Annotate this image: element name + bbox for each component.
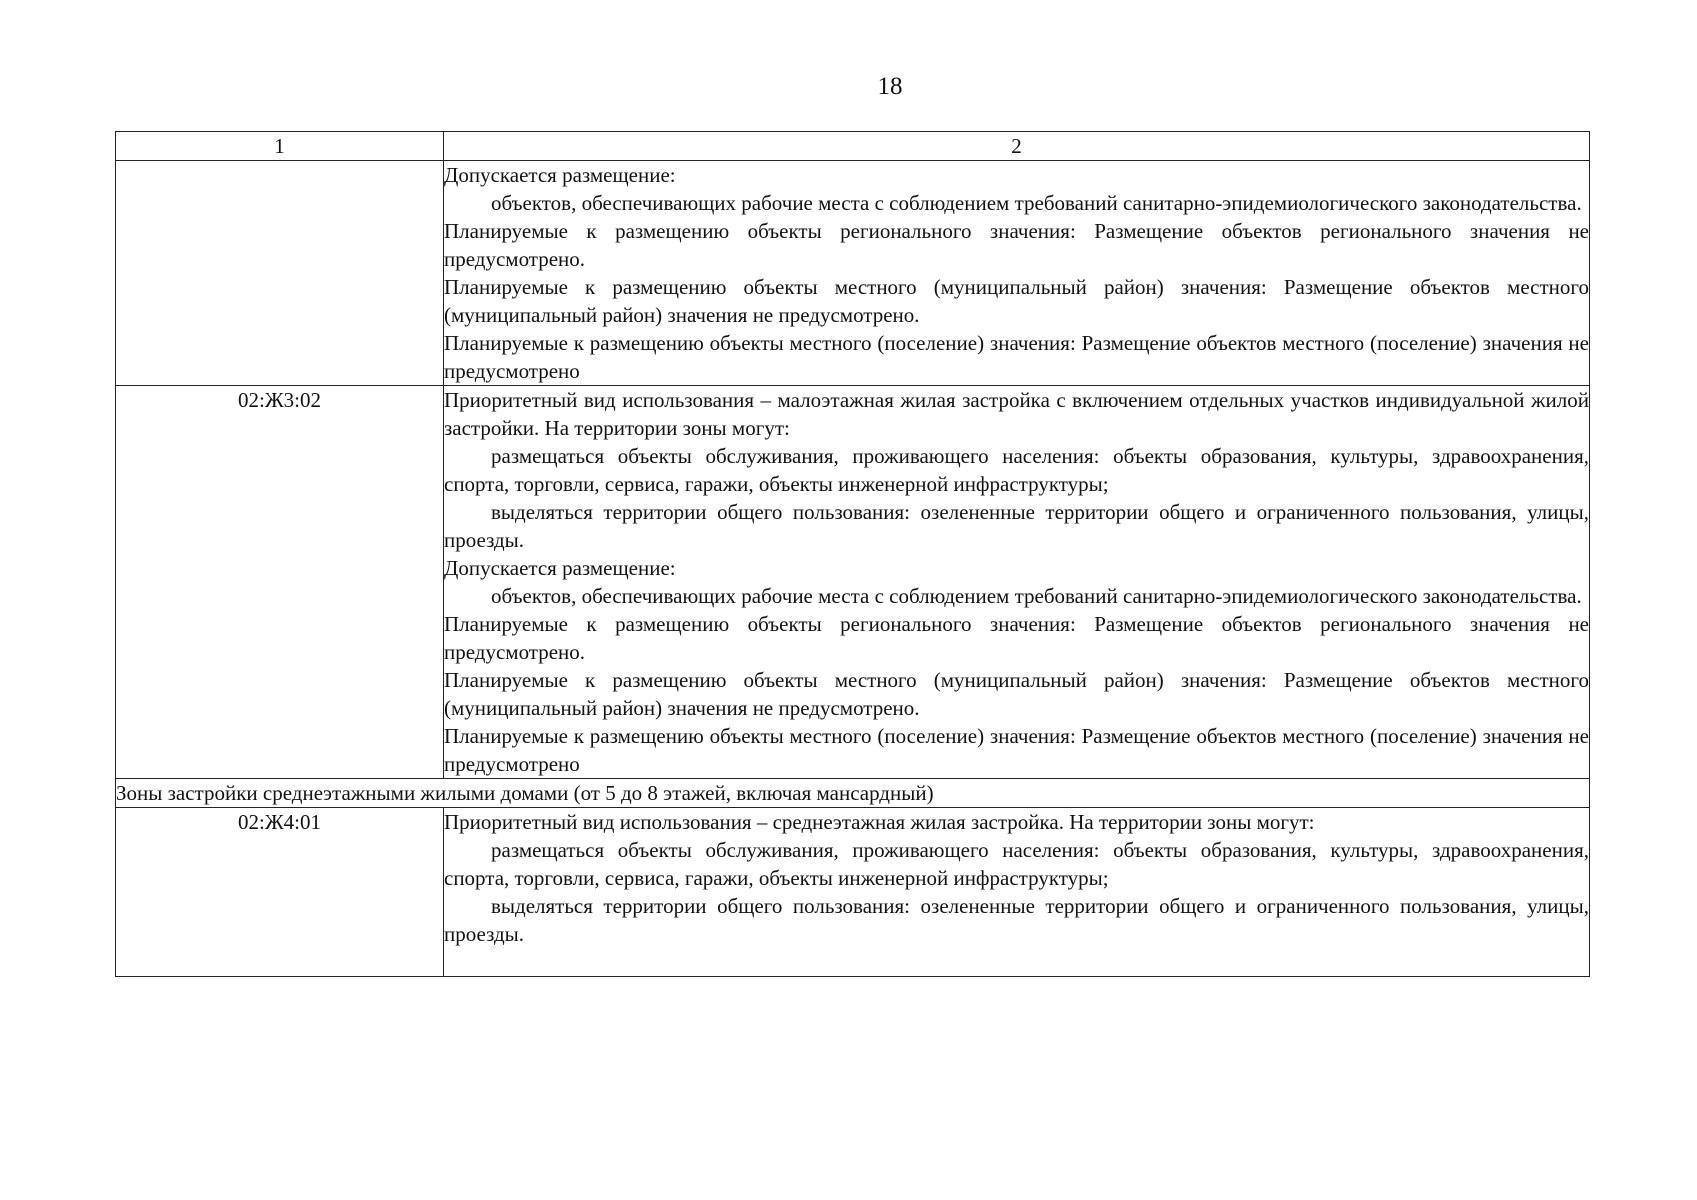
paragraph: Планируемые к размещению объекты местного (муниципальный район) значения: Размещение объектов местного (муниципальный район) значения не предусмотрено.	[444, 275, 1589, 327]
zone-code: 02:Ж4:01	[116, 808, 444, 977]
paragraph: объектов, обеспечивающих рабочие места с соблюдением требований санитарно-эпидемиологического законодательства.	[491, 191, 1582, 215]
table-row	[116, 161, 1590, 386]
paragraph: Приоритетный вид использования – малоэтажная жилая застройка с включением отдельных участков индивидуальной жилой застройки. На территории зоны могут:	[444, 388, 1589, 440]
paragraph: выделяться территории общего пользования: озелененные территории общего и ограниченного пользования, улицы, проезды.	[444, 500, 1589, 552]
page-number: 18	[877, 73, 903, 100]
paragraph: размещаться объекты обслуживания, проживающего населения: объекты образования, культуры, здравоохранения, спорта, торговли, сервиса, гаражи, объекты инженерной инфраструктуры;	[444, 444, 1589, 496]
paragraph: Планируемые к размещению объекты местного (поселение) значения: Размещение объектов местного (поселение) значения не предусмотрено	[444, 724, 1589, 776]
paragraph: выделяться территории общего пользования: озелененные территории общего и ограниченного пользования, улицы, проезды.	[444, 894, 1589, 946]
paragraph: Допускается размещение:	[444, 556, 676, 580]
zone-description	[444, 161, 1590, 386]
paragraph: размещаться объекты обслуживания, проживающего населения: объекты образования, культуры, здравоохранения, спорта, торговли, сервиса, гаражи, объекты инженерной инфраструктуры;	[444, 838, 1589, 890]
zone-code	[116, 161, 444, 386]
paragraph: Приоритетный вид использования – среднеэтажная жилая застройка. На территории зоны могут:	[444, 810, 1315, 834]
zone-heading-row	[116, 779, 1590, 808]
column-number-2: 2	[444, 132, 1590, 161]
zone-code: 02:Ж3:02	[116, 386, 444, 779]
paragraph: Планируемые к размещению объекты местного (поселение) значения: Размещение объектов местного (поселение) значения не предусмотрено	[444, 331, 1589, 383]
table-row	[116, 808, 1590, 977]
zone-description	[444, 386, 1590, 779]
zones-table	[115, 131, 1590, 977]
paragraph: Планируемые к размещению объекты регионального значения: Размещение объектов регионального значения не предусмотрено.	[444, 219, 1589, 271]
zone-description	[444, 808, 1590, 977]
table-header-row	[116, 132, 1590, 161]
table-row	[116, 386, 1590, 779]
paragraph: Планируемые к размещению объекты местного (муниципальный район) значения: Размещение объектов местного (муниципальный район) значения не предусмотрено.	[444, 668, 1589, 720]
paragraph: Допускается размещение:	[444, 163, 676, 187]
column-number-1: 1	[116, 132, 444, 161]
paragraph: объектов, обеспечивающих рабочие места с соблюдением требований санитарно-эпидемиологического законодательства.	[491, 584, 1582, 608]
paragraph: Планируемые к размещению объекты регионального значения: Размещение объектов регионального значения не предусмотрено.	[444, 612, 1589, 664]
zone-heading: Зоны застройки среднеэтажными жилыми домами (от 5 до 8 этажей, включая мансардный)	[116, 779, 1590, 808]
